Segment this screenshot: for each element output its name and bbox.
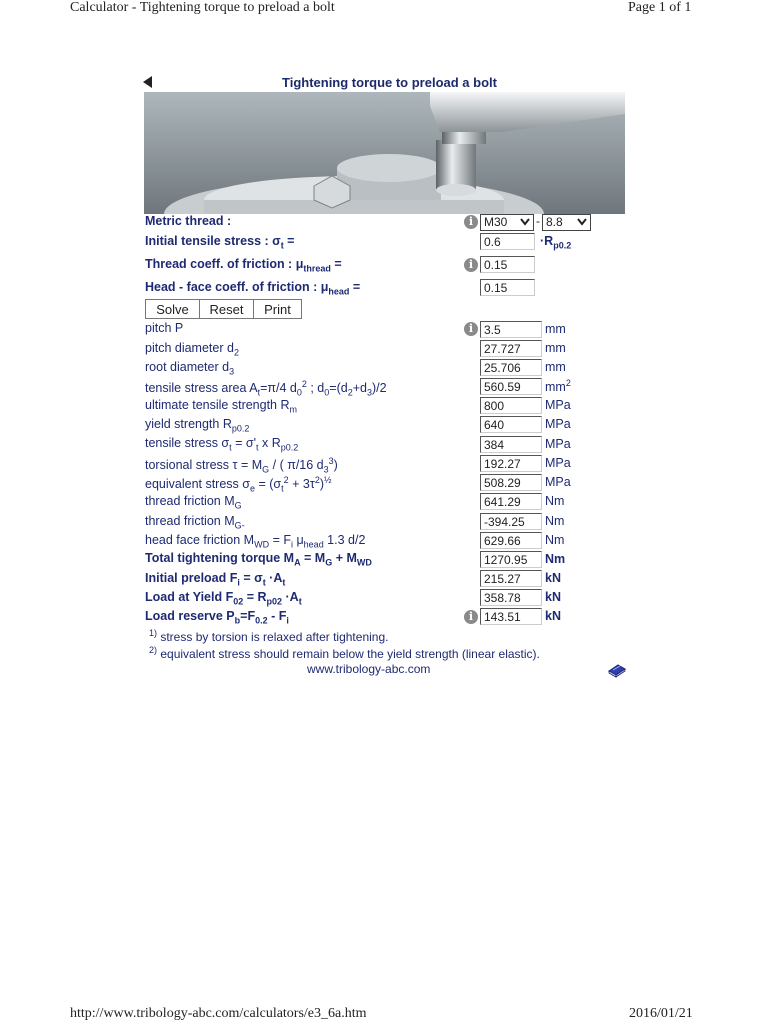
torsional-stress-label: torsional stress $\tau = M_G$ / ( π/16 $d_3^3$)	[145, 456, 338, 475]
bolt-wrench-photo	[144, 92, 625, 214]
ultimate-strength-unit: MPa	[545, 398, 571, 412]
pitch-label: pitch P	[145, 321, 184, 335]
pitch-diameter-unit: mm	[545, 341, 566, 355]
thread-friction-loosen-label: thread friction $M_{G-}$	[145, 514, 245, 531]
tensile-area-label: tensile stress area $A_t=\pi/4$ $d_0^2$ ; $d_0=(d_2+d_3)/2$	[145, 379, 387, 398]
load-reserve-unit: kN	[545, 609, 561, 623]
tensile-stress-input[interactable]: 0.6	[480, 233, 535, 250]
pitch-diameter-output: 27.727	[480, 340, 542, 357]
thread-friction-loosen-output: -394.25	[480, 513, 542, 530]
root-diameter-label: root diameter $d_3$	[145, 360, 235, 377]
thread-select[interactable]	[480, 214, 534, 231]
tensile-stress-result-unit: MPa	[545, 437, 571, 451]
yield-strength-output: 640	[480, 416, 542, 433]
tensile-stress-output: 384	[480, 436, 542, 453]
tensile-stress-label: Initial tensile stress : $\sigma_t$ =	[145, 234, 295, 251]
root-diameter-unit: mm	[545, 360, 566, 374]
print-footer-date: 2016/01/21	[629, 1006, 693, 1021]
pitch-unit: mm	[545, 322, 566, 336]
info-icon[interactable]: i	[464, 610, 478, 624]
print-button[interactable]: Print	[253, 299, 302, 319]
tensile-stress-result-label: tensile stress $\sigma_t = \sigma'_t$ x $R_{p0.2}$	[145, 436, 299, 453]
tensile-stress-unit: $\cdot R_{p0.2}$	[540, 234, 572, 251]
initial-preload-label: Initial preload $F_i = \sigma_t \cdot A_t$	[145, 571, 286, 588]
book-icon[interactable]	[607, 662, 627, 678]
website-link[interactable]: www.tribology-abc.com	[307, 662, 431, 676]
total-torque-output: 1270.95	[480, 551, 542, 568]
thread-friction-torque-output: 641.29	[480, 493, 542, 510]
head-face-friction-output: 629.66	[480, 532, 542, 549]
root-diameter-output: 25.706	[480, 359, 542, 376]
print-footer-url: http://www.tribology-abc.com/calculators/e3_6a.htm	[70, 1006, 367, 1021]
reset-button[interactable]: Reset	[199, 299, 254, 319]
thread-friction-torque-label: thread friction $M_G$	[145, 494, 242, 511]
thread-friction-label: Thread coeff. of friction : $\mu_{thread}$ =	[145, 257, 342, 274]
chevron-down-icon	[577, 218, 587, 226]
tensile-area-unit: $mm^2$	[545, 378, 571, 395]
calculator-title: Tightening torque to preload a bolt	[282, 75, 497, 90]
footnote-1: $^{1)}$ stress by torsion is relaxed after tightening.	[149, 628, 389, 644]
info-icon[interactable]: i	[464, 258, 478, 272]
thread-friction-torque-unit: Nm	[545, 494, 565, 508]
yield-strength-label: yield strength $R_{p0.2}$	[145, 417, 250, 434]
thread-friction-loosen-unit: Nm	[545, 514, 565, 528]
initial-preload-output: 215.27	[480, 570, 542, 587]
torsional-stress-output: 192.27	[480, 455, 542, 472]
load-reserve-label: Load reserve $P_b=F_{0.2} - F_i$	[145, 609, 289, 626]
thread-select-value: M30	[484, 215, 508, 229]
info-icon[interactable]: i	[464, 322, 478, 336]
print-header-title: Calculator - Tightening torque to preload a bolt	[70, 0, 335, 15]
thread-friction-input[interactable]: 0.15	[480, 256, 535, 273]
load-at-yield-label: Load at Yield $F_{02} = R_{p02} \cdot A_t$	[145, 590, 302, 607]
total-torque-label: Total tightening torque $M_A = M_G + M_{WD}$	[145, 551, 372, 568]
back-arrow-icon[interactable]	[142, 75, 154, 89]
load-reserve-output: 143.51	[480, 608, 542, 625]
ultimate-strength-output: 800	[480, 397, 542, 414]
head-friction-input[interactable]: 0.15	[480, 279, 535, 296]
equivalent-stress-unit: MPa	[545, 475, 571, 489]
head-face-friction-label: head face friction $M_{WD} = F_i$ $\mu_{head}$ 1.3 d/2	[145, 533, 366, 550]
metric-thread-label: Metric thread :	[145, 214, 232, 228]
tensile-area-output: 560.59	[480, 378, 542, 395]
load-at-yield-output: 358.78	[480, 589, 542, 606]
chevron-down-icon	[520, 218, 530, 226]
info-icon[interactable]: i	[464, 215, 478, 229]
load-at-yield-unit: kN	[545, 590, 561, 604]
yield-strength-unit: MPa	[545, 417, 571, 431]
head-face-friction-unit: Nm	[545, 533, 565, 547]
thread-grade-separator: -	[536, 214, 540, 228]
pitch-output: 3.5	[480, 321, 542, 338]
torsional-stress-unit: MPa	[545, 456, 571, 470]
ultimate-strength-label: ultimate tensile strength $R_m$	[145, 398, 298, 415]
grade-select-value: 8.8	[546, 215, 563, 229]
total-torque-unit: Nm	[545, 552, 566, 566]
pitch-diameter-label: pitch diameter $d_2$	[145, 341, 239, 358]
footnote-2: $^{2)}$ equivalent stress should remain below the yield strength (linear elastic).	[149, 645, 540, 661]
equivalent-stress-label: equivalent stress $\sigma_e = (\sigma_t^2 + 3\tau^2)^{\frac{1}{2}}$	[145, 475, 332, 494]
equivalent-stress-output: 508.29	[480, 474, 542, 491]
grade-select[interactable]	[542, 214, 591, 231]
print-header-page: Page 1 of 1	[628, 0, 692, 15]
initial-preload-unit: kN	[545, 571, 561, 585]
head-friction-label: Head - face coeff. of friction : $\mu_{head}$ =	[145, 280, 361, 297]
solve-button[interactable]: Solve	[145, 299, 200, 319]
